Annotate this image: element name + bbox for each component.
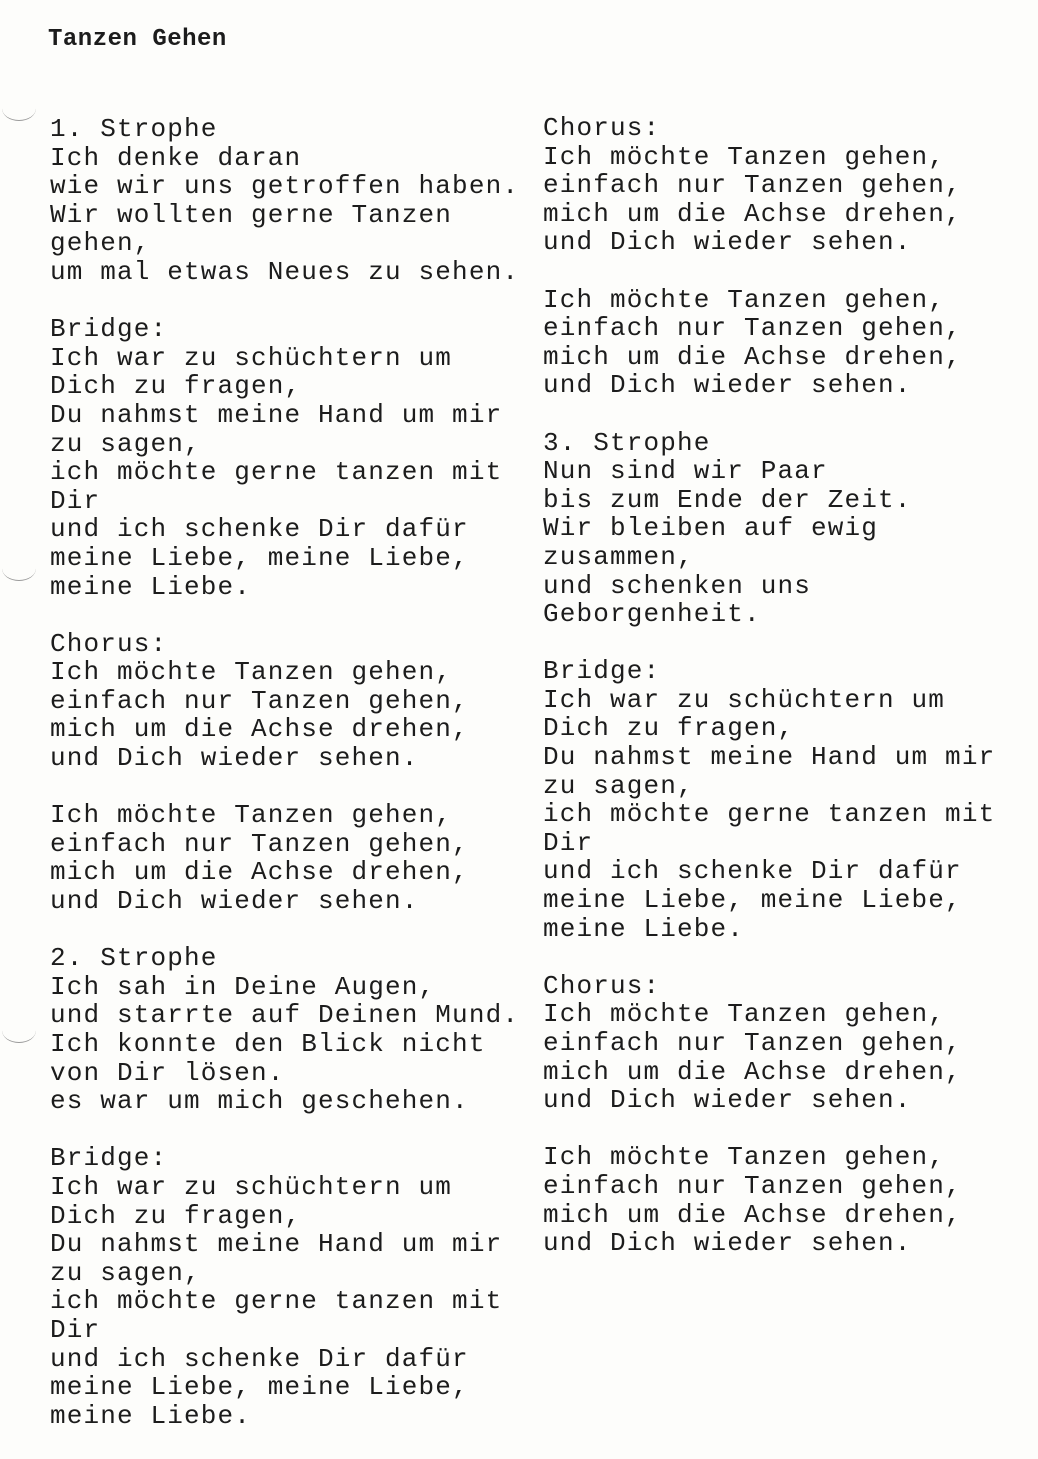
block-first-line: 3. Strophe — [543, 427, 711, 458]
lyrics-line: Ich möchte Tanzen gehen, — [50, 657, 453, 688]
block-first-line: Ich möchte Tanzen gehen, — [543, 1142, 946, 1173]
lyrics-line: zu sagen, — [50, 1257, 201, 1288]
lyrics-line: Ich denke daran — [50, 142, 302, 173]
lyrics-line: Dich zu fragen, — [543, 713, 795, 744]
lyrics-line: Ich konnte den Blick nicht — [50, 1029, 486, 1059]
punch-hole-mark — [2, 556, 36, 581]
block-first-line: Bridge: — [50, 1143, 168, 1174]
lyrics-block — [50, 1144, 535, 1430]
lyrics-line: und Dich wieder sehen. — [50, 743, 419, 774]
lyrics-line: Ich war zu schüchtern um — [50, 342, 453, 373]
lyrics-line: zu sagen, — [50, 428, 201, 459]
lyrics-line: ich möchte gerne tanzen mit — [543, 799, 996, 830]
lyrics-line: Ich möchte Tanzen gehen, — [543, 141, 946, 172]
lyrics-line: gehen, — [50, 228, 151, 259]
lyrics-line: meine Liebe, meine Liebe, — [543, 885, 962, 916]
lyrics-line: meine Liebe. — [50, 1400, 252, 1431]
lyrics-line: und Dich wieder sehen. — [50, 886, 419, 917]
lyrics-right-column — [543, 114, 1033, 1286]
lyrics-line: einfach nur Tanzen gehen, — [543, 313, 962, 344]
lyrics-line: Wir wollten gerne Tanzen — [50, 199, 453, 230]
block-first-line: 1. Strophe — [50, 114, 218, 144]
lyrics-line: Ich möchte Tanzen gehen, — [543, 999, 946, 1030]
lyrics-block — [50, 315, 535, 601]
punch-hole-mark — [2, 96, 36, 121]
lyrics-line: Du nahmst meine Hand um mir — [50, 399, 503, 430]
document-title: Tanzen Gehen — [48, 26, 227, 53]
block-first-line: Bridge: — [543, 656, 661, 687]
lyrics-block — [543, 286, 1033, 400]
lyrics-line: Dir — [50, 1314, 101, 1345]
block-first-line: Ich möchte Tanzen gehen, — [543, 284, 946, 315]
block-first-line: 2. Strophe — [50, 943, 218, 974]
block-first-line: Ich möchte Tanzen gehen, — [50, 800, 453, 831]
lyrics-line: meine Liebe, meine Liebe, — [50, 542, 469, 573]
block-first-line: Chorus: — [543, 113, 661, 143]
lyrics-line: einfach nur Tanzen gehen, — [543, 1028, 962, 1058]
block-first-line: Chorus: — [50, 628, 168, 659]
lyrics-line: und ich schenke Dir dafür — [50, 1343, 469, 1374]
lyrics-line: ich möchte gerne tanzen mit — [50, 1286, 503, 1317]
lyrics-line: und ich schenke Dir dafür — [543, 856, 962, 887]
lyrics-block — [543, 429, 1033, 629]
lyrics-line: Du nahmst meine Hand um mir — [543, 742, 996, 773]
lyrics-line: Ich sah in Deine Augen, — [50, 971, 436, 1002]
lyrics-line: Nun sind wir Paar — [543, 456, 828, 487]
lyrics-line: Du nahmst meine Hand um mir — [50, 1229, 503, 1260]
lyrics-line: einfach nur Tanzen gehen, — [543, 170, 962, 201]
lyrics-line: einfach nur Tanzen gehen, — [50, 828, 469, 859]
lyrics-line: meine Liebe, meine Liebe, — [50, 1372, 469, 1403]
lyrics-line: Ich war zu schüchtern um — [50, 1171, 453, 1202]
lyrics-block — [50, 801, 535, 915]
lyrics-line: zusammen, — [543, 541, 694, 572]
lyrics-line: es war um mich geschehen. — [50, 1086, 469, 1117]
lyrics-line: meine Liebe. — [543, 913, 745, 944]
lyrics-left-column — [50, 115, 535, 1459]
lyrics-line: mich um die Achse drehen, — [543, 1056, 962, 1087]
lyrics-line: mich um die Achse drehen, — [50, 857, 469, 888]
lyrics-line: meine Liebe. — [50, 571, 252, 602]
lyrics-line: Dir — [50, 485, 101, 516]
lyrics-line: Ich war zu schüchtern um — [543, 684, 946, 715]
lyrics-line: mich um die Achse drehen, — [543, 198, 962, 229]
lyrics-line: und ich schenke Dir dafür — [50, 514, 469, 545]
lyrics-line: mich um die Achse drehen, — [50, 714, 469, 745]
lyrics-line: ich möchte gerne tanzen mit — [50, 457, 503, 488]
lyrics-line: Wir bleiben auf ewig — [543, 513, 879, 544]
lyrics-line: von Dir lösen. — [50, 1057, 285, 1088]
lyrics-line: Geborgenheit. — [543, 599, 761, 630]
lyrics-line: und Dich wieder sehen. — [543, 1085, 912, 1116]
block-first-line: Chorus: — [543, 970, 661, 1001]
lyrics-block — [50, 630, 535, 773]
lyrics-line: Dich zu fragen, — [50, 1200, 302, 1231]
lyrics-line: und Dich wieder sehen. — [543, 227, 912, 258]
lyrics-block — [543, 972, 1033, 1115]
lyrics-block — [543, 114, 1033, 257]
lyrics-line: wie wir uns getroffen haben. — [50, 171, 520, 202]
lyrics-line: einfach nur Tanzen gehen, — [543, 1170, 962, 1201]
lyrics-block — [50, 944, 535, 1116]
lyrics-line: bis zum Ende der Zeit. — [543, 484, 912, 515]
lyrics-line: und schenken uns — [543, 570, 812, 601]
lyrics-line: einfach nur Tanzen gehen, — [50, 685, 469, 716]
lyrics-block — [543, 657, 1033, 943]
lyrics-line: Dich zu fragen, — [50, 371, 302, 402]
lyrics-line: mich um die Achse drehen, — [543, 341, 962, 372]
lyrics-line: und Dich wieder sehen. — [543, 370, 912, 401]
lyrics-line: zu sagen, — [543, 770, 694, 801]
lyrics-line: und starrte auf Deinen Mund. — [50, 1000, 520, 1031]
block-first-line: Bridge: — [50, 314, 168, 345]
lyrics-block — [543, 1143, 1033, 1257]
punch-hole-mark — [2, 1018, 36, 1043]
lyrics-block — [50, 115, 535, 287]
lyrics-line: Dir — [543, 827, 594, 858]
lyrics-line: mich um die Achse drehen, — [543, 1199, 962, 1230]
lyrics-line: und Dich wieder sehen. — [543, 1228, 912, 1259]
lyrics-line: um mal etwas Neues zu sehen. — [50, 256, 520, 287]
